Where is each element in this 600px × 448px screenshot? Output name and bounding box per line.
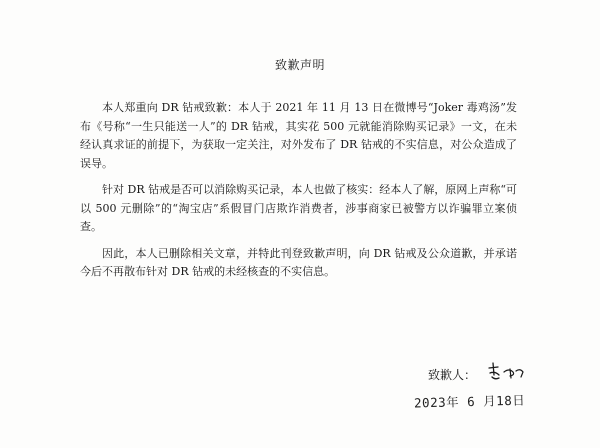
paragraph-1: 本人郑重向 DR 钻戒致歉：本人于 2021 年 11 月 13 日在微博号“Joker 毒鸡汤”发布《号称“一生只能送一人”的 DR 钻戒，其实花 500 元就能消除购买记录》一文，在未经认真求证的前提下，为获取一定关注，对外发布了 DR 钻戒的不实信息，对公众造成了误导。 xyxy=(80,101,517,170)
document-title: 致歉声明 xyxy=(274,58,325,72)
signature-block xyxy=(428,366,476,383)
paragraph-2: 针对 DR 钻戒是否可以消除购买记录，本人也做了核实：经本人了解，原网上声称“可以 500 元删除”的“淘宝店”系假冒门店欺诈消费者，涉事商家已被警方以诈骗罪立案侦查。 xyxy=(80,183,517,233)
document-body xyxy=(80,99,517,282)
handwritten-signature xyxy=(486,360,526,382)
paragraph-3: 因此，本人已删除相关文章，并特此刊登致歉声明，向 DR 钻戒及公众道歉，并承诺今后不再散布针对 DR 钻戒的未经核查的不实信息。 xyxy=(80,246,517,278)
signature-label: 致歉人： xyxy=(428,368,477,382)
signature-date: 2023年 6 月18日 xyxy=(413,392,526,411)
